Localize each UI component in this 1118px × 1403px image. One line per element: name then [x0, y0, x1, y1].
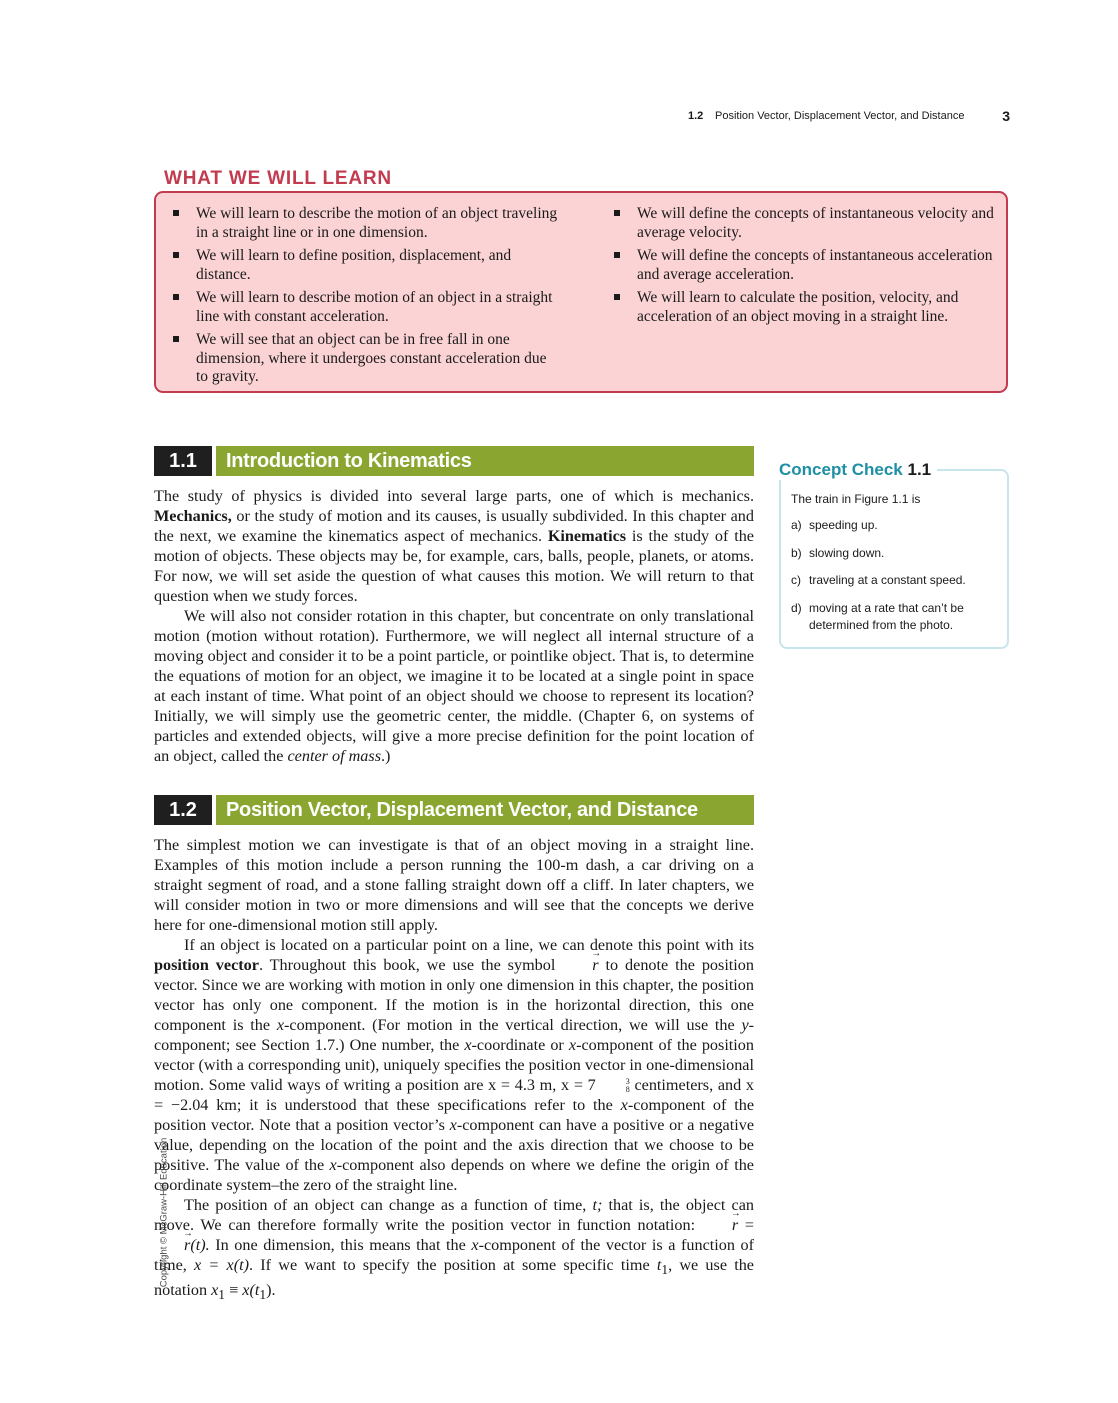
bullet-icon — [173, 252, 179, 258]
learn-item: We will define the concepts of instantaneous velocity and average velocity. — [611, 205, 1001, 242]
paragraph: We will also not consider rotation in this chapter, but concentrate on only translational motion (motion without rotation). Furthermore, we will neglect all internal structure of a moving object and consider it to be a point particle, or pointlike object. That is, to determine the equations of motion for an object, we imagine it to be located at a single point in space at each instant of time. What point of an object should we choose to represent its location? Initially, we will simply use the geometric center, the middle. (Chapter 6, on systems of particles and extended objects, will give a more precise definition for the point location of an object, called the center of mass.) — [154, 607, 754, 765]
vector-r-symbol: → r — [562, 955, 598, 975]
bullet-icon — [614, 210, 620, 216]
bullet-icon — [614, 294, 620, 300]
equation: x = −2.04 km — [154, 1076, 754, 1114]
concept-check-title: Concept Check 1.1 — [779, 460, 937, 480]
bullet-icon — [173, 210, 179, 216]
paragraph: The simplest motion we can investigate is that of an object moving in a straight line. Examples of this motion include a person running the 100-m dash, a car driving on a straight segment of road, and a stone falling straight down off a cliff. In later chapters, we will consider motion in two or more dimensions and will see that the concepts we derive here for one-dimensional motion still apply. — [154, 836, 754, 934]
heading-divider — [212, 446, 216, 476]
learn-item: We will learn to calculate the position, velocity, and acceleration of an object moving in a straight line. — [611, 289, 1001, 326]
fraction: 3 8 — [625, 1077, 630, 1095]
running-head-title: Position Vector, Displacement Vector, and Distance — [715, 110, 965, 122]
vector-r-symbol: → r — [154, 1235, 190, 1255]
learn-item: We will define the concepts of instantaneous acceleration and average acceleration. — [611, 247, 1001, 284]
learn-box — [154, 191, 1008, 393]
copyright-notice: Copyright © McGraw-Hill Education — [158, 1137, 170, 1288]
learn-item: We will learn to describe the motion of an object traveling in a straight line or in one dimension. — [170, 205, 560, 242]
section-title: Position Vector, Displacement Vector, and Distance — [226, 799, 698, 821]
section-number: 1.1 — [154, 446, 212, 476]
section-number: 1.2 — [154, 795, 212, 825]
learn-item: We will see that an object can be in free fall in one dimension, where it undergoes constant acceleration due to gravity. — [170, 331, 560, 387]
section-1-2-body — [154, 835, 754, 1305]
bullet-icon — [614, 252, 620, 258]
running-head — [640, 108, 1010, 126]
section-title: Introduction to Kinematics — [226, 450, 472, 472]
concept-check-option[interactable]: a) speeding up. — [791, 518, 878, 532]
paragraph: The position of an object can change as a function of time, t; that is, the object can move. We can therefore formally write the position vector in function notation: → r = → r(t). In one dimension, this means that the x-component of the vector is a function of time, x = x(t). If we want to specify the position at some specific time $t_1$, we use the notation $x_1 \equiv x(t_1)$. — [154, 1195, 754, 1305]
concept-check-option[interactable]: b) slowing down. — [791, 546, 885, 560]
running-head-section: 1.2 — [688, 110, 704, 122]
bullet-icon — [173, 336, 179, 342]
page-number: 3 — [1002, 108, 1010, 124]
section-1-1-heading — [154, 446, 754, 476]
vector-r-symbol: → r — [702, 1215, 738, 1235]
concept-check-question: The train in Figure 1.1 is — [791, 492, 921, 506]
concept-check-option[interactable]: c) traveling at a constant speed. — [791, 573, 966, 587]
bullet-icon — [173, 294, 179, 300]
learn-list-right — [611, 205, 1001, 331]
paragraph: If an object is located on a particular point on a line, we can denote this point with its position vector. Throughout this book, we use the symbol → r to denote the position vector. Since we are working with motion in only one dimension in this chapter, the position vector has only one component. If the motion is in the horizontal direction, this one component is the x-component. (For motion in the vertical direction, we will use the y-component; see Section 1.7.) One number, the x-coordinate or x-component of the position vector (with a corresponding unit), uniquely specifies the position vector in one-dimensional motion. Some valid ways of writing a position are x = 4.3 m, x = 7 3 8 centimeters, and x = −2.04 km; it is understood that these specifications refer to the x-component of the position vector. Note that a position vector’s x-component can have a positive or a negative value, depending on the location of the point and the axis direction that we choose to be positive. The value of the x-component also depends on where we define the origin of the coordinate system–the zero of the straight line. — [154, 935, 754, 1195]
section-1-1-body — [154, 486, 754, 766]
learn-box-title: WHAT WE WILL LEARN — [164, 168, 392, 189]
section-1-2-heading — [154, 795, 754, 825]
equation: x = 4.3 m — [488, 1076, 553, 1094]
concept-check-option[interactable]: d) moving at a rate that can’t be determined from the photo. — [791, 601, 964, 632]
concept-check-box — [779, 469, 1009, 649]
heading-divider — [212, 795, 216, 825]
paragraph: The study of physics is divided into several large parts, one of which is mechanics. Mechanics, or the study of motion and its causes, is usually subdivided. In this chapter and the next, we examine the kinematics aspect of mechanics. Kinematics is the study of the motion of objects. These objects may be, for example, cars, balls, people, planets, or atoms. For now, we will set aside the question of what causes this motion. We will return to that question when we study forces. — [154, 487, 754, 605]
learn-item: We will learn to describe motion of an object in a straight line with constant acceleration. — [170, 289, 560, 326]
learn-item: We will learn to define position, displacement, and distance. — [170, 247, 560, 284]
learn-list-left — [170, 205, 560, 392]
equation: x = 7 — [561, 1076, 596, 1094]
